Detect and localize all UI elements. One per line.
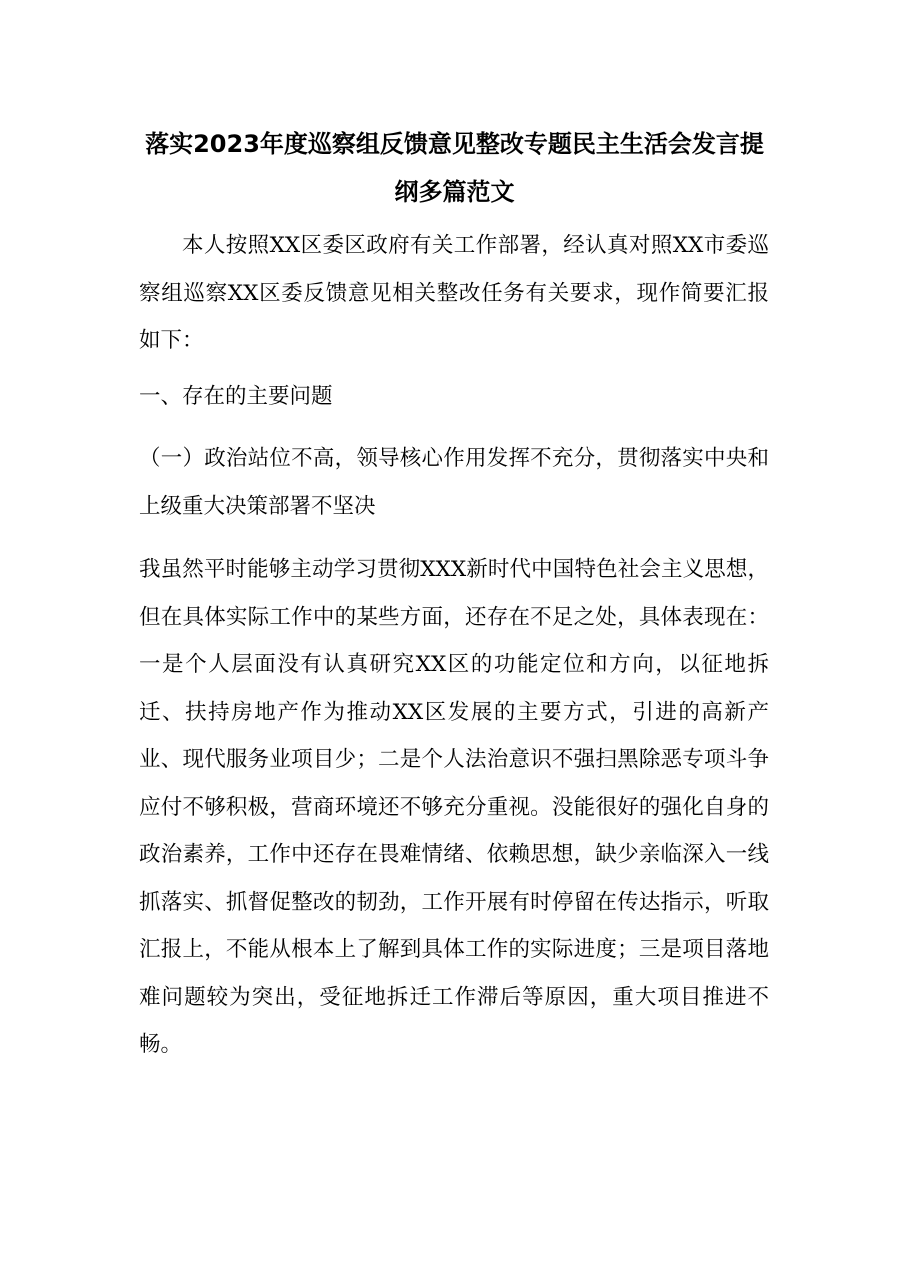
subsection-heading: （一）政治站位不高，领导核心作用发挥不充分，贯彻落实中央和上级重大决策部署不坚决 xyxy=(139,446,769,519)
document-title-line-1: 落实2023年度巡察组反馈意见整改专题民主生活会发言提 xyxy=(145,130,764,158)
body-paragraph: 我虽然平时能够主动学习贯彻XXX新时代中国特色社会主义思想，但在具体实际工作中的某些方面，还存在不足之处，具体表现在：一是个人层面没有认真研究XX区的功能定位和方向，以征地拆迁、扶持房地产作为推动XX区发展的主要方式，引进的高新产业、现代服务业项目少；二是个人法治意识不强扫黑除恶专项斗争应付不够积极，营商环境还不够充分重视。没能很好的强化自身的政治素养，工作中还存在畏难情绪、依赖思想，缺少亲临深入一线抓落实、抓督促整改的韧劲，工作开展有时停留在传达指示，听取汇报上，不能从根本上了解到具体工作的实际进度；三是项目落地难问题较为突出，受征地拆迁工作滞后等原因，重大项目推进不畅。 xyxy=(139,557,769,1057)
document-title-line-2: 纲多篇范文 xyxy=(394,178,515,206)
section-heading: 一、存在的主要问题 xyxy=(139,384,333,409)
intro-paragraph: 本人按照XX区委区政府有关工作部署，经认真对照XX市委巡察组巡察XX区委反馈意见相关整改任务有关要求，现作简要汇报如下： xyxy=(139,233,769,353)
